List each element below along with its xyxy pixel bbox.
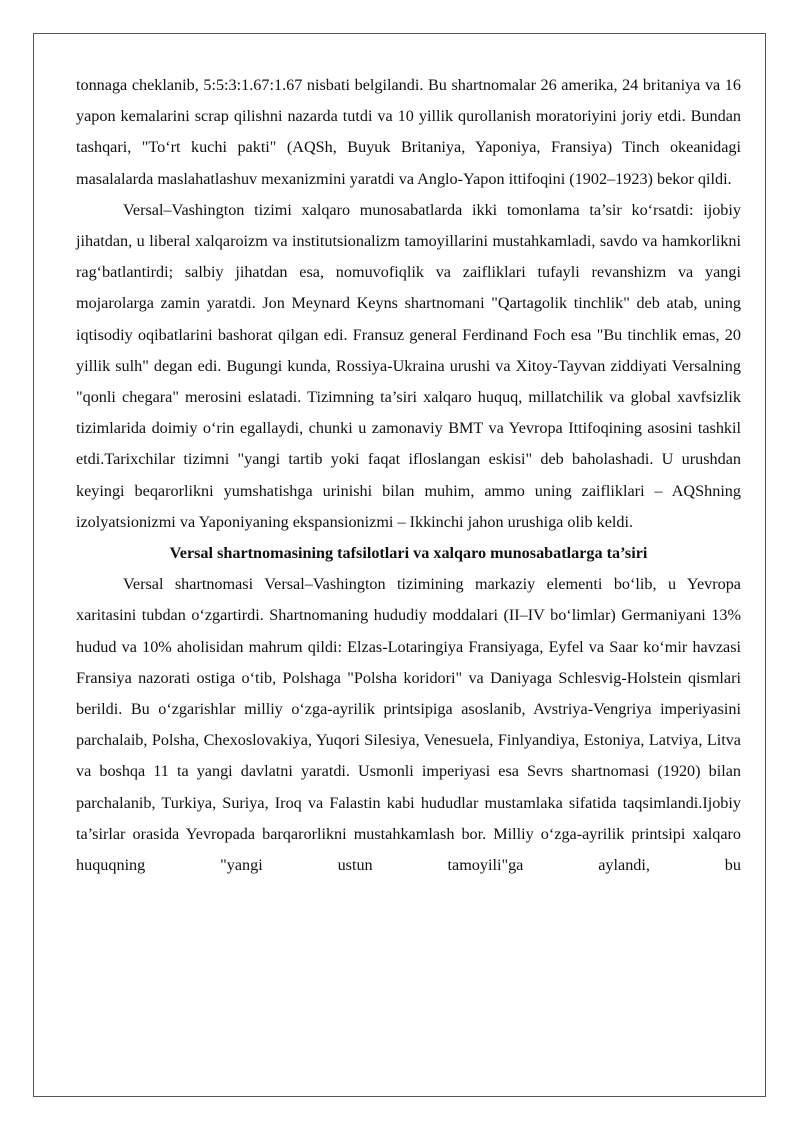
- paragraph-versal-treaty-details: Versal shartnomasi Versal–Vashington tizimining markaziy elementi bo‘lib, u Yevropa xaritasini tubdan o‘zgartirdi. Shartnomaning hududiy moddalari (II–IV bo‘limlar) Germaniyani 13% hudud va 10% aholisidan mahrum qildi: Elzas-Lotaringiya Fransiyaga, Eyfel va Saar ko‘mir havzasi Fransiya nazorati ostiga o‘tib, Polshaga "Polsha koridori" va Daniyaga Schlesvig-Holstein qismlari berildi. Bu o‘zgarishlar milliy o‘zga-ayrilik printsipiga asoslanib, Avstriya-Vengriya imperiyasini parchalaib, Polsha, Chexoslovakiya, Yuqori Silesiya, Venesuela, Finlyandiya, Estoniya, Latviya, Litva va boshqa 11 ta yangi davlatni yaratdi. Usmonli imperiyasi esa Sevrs shartnomasi (1920) bilan parchalanib, Turkiya, Suriya, Iroq va Falastin kabi hududlar mustamlaka sifatida taqsimlandi.Ijobiy ta’sirlar orasida Yevropada barqarorlikni mustahkamlash bor. Milliy o‘zga-ayrilik printsipi xalqaro huquqning "yangi ustun tamoyili"ga aylandi, bu: [76, 575, 741, 875]
- section-heading: Versal shartnomasining tafsilotlari va xalqaro munosabatlarga ta’siri: [169, 544, 648, 563]
- document-body: [76, 70, 741, 881]
- paragraph-versal-vashington-impact: Versal–Vashington tizimi xalqaro munosabatlarda ikki tomonlama ta’sir ko‘rsatdi: ijobiy jihatdan, u liberal xalqaroizm va institutsionalizm tamoyillarini mustahkamladi, savdo va hamkorlikni rag‘batlantirdi; salbiy jihatdan esa, nomuvofiqlik va zaifliklari tufayli revanshizm va yangi mojarolarga zamin yaratdi. Jon Meynard Keyns shartnomani "Qartagolik tinchlik" deb atab, uning iqtisodiy oqibatlarini bashorat qilgan edi. Fransuz general Ferdinand Foch esa "Bu tinchlik emas, 20 yillik sulh" degan edi. Bugungi kunda, Rossiya-Ukraina urushi va Xitoy-Tayvan ziddiyati Versalning "qonli chegara" merosini eslatadi. Tizimning ta’siri xalqaro huquq, millatchilik va global xavfsizlik tizimlarida doimiy o‘rin egallaydi, chunki u zamonaviy BMT va Yevropa Ittifoqining asosini tashkil etdi.Tarixchilar tizimni "yangi tartib yoki faqat ifloslangan eskisi" deb baholashadi. U urushdan keyingi beqarorlikni yumshatishga urinishi bilan muhim, ammo uning zaifliklari – AQShning izolyatsionizmi va Yaponiyaning ekspansionizmi – Ikkinchi jahon urushiga olib keldi.: [76, 200, 741, 531]
- paragraph-continuation: tonnaga cheklanib, 5:5:3:1.67:1.67 nisbati belgilandi. Bu shartnomalar 26 amerika, 24 britaniya va 16 yapon kemalarini scrap qilishni nazarda tutdi va 10 yillik qurollanish moratoriyini joriy etdi. Bundan tashqari, "To‘rt kuchi pakti" (AQSh, Buyuk Britaniya, Yaponiya, Fransiya) Tinch okeanidagi masalalarda maslahatlashuv mexanizmini yaratdi va Anglo-Yapon ittifoqini (1902–1923) bekor qildi.: [76, 76, 741, 188]
